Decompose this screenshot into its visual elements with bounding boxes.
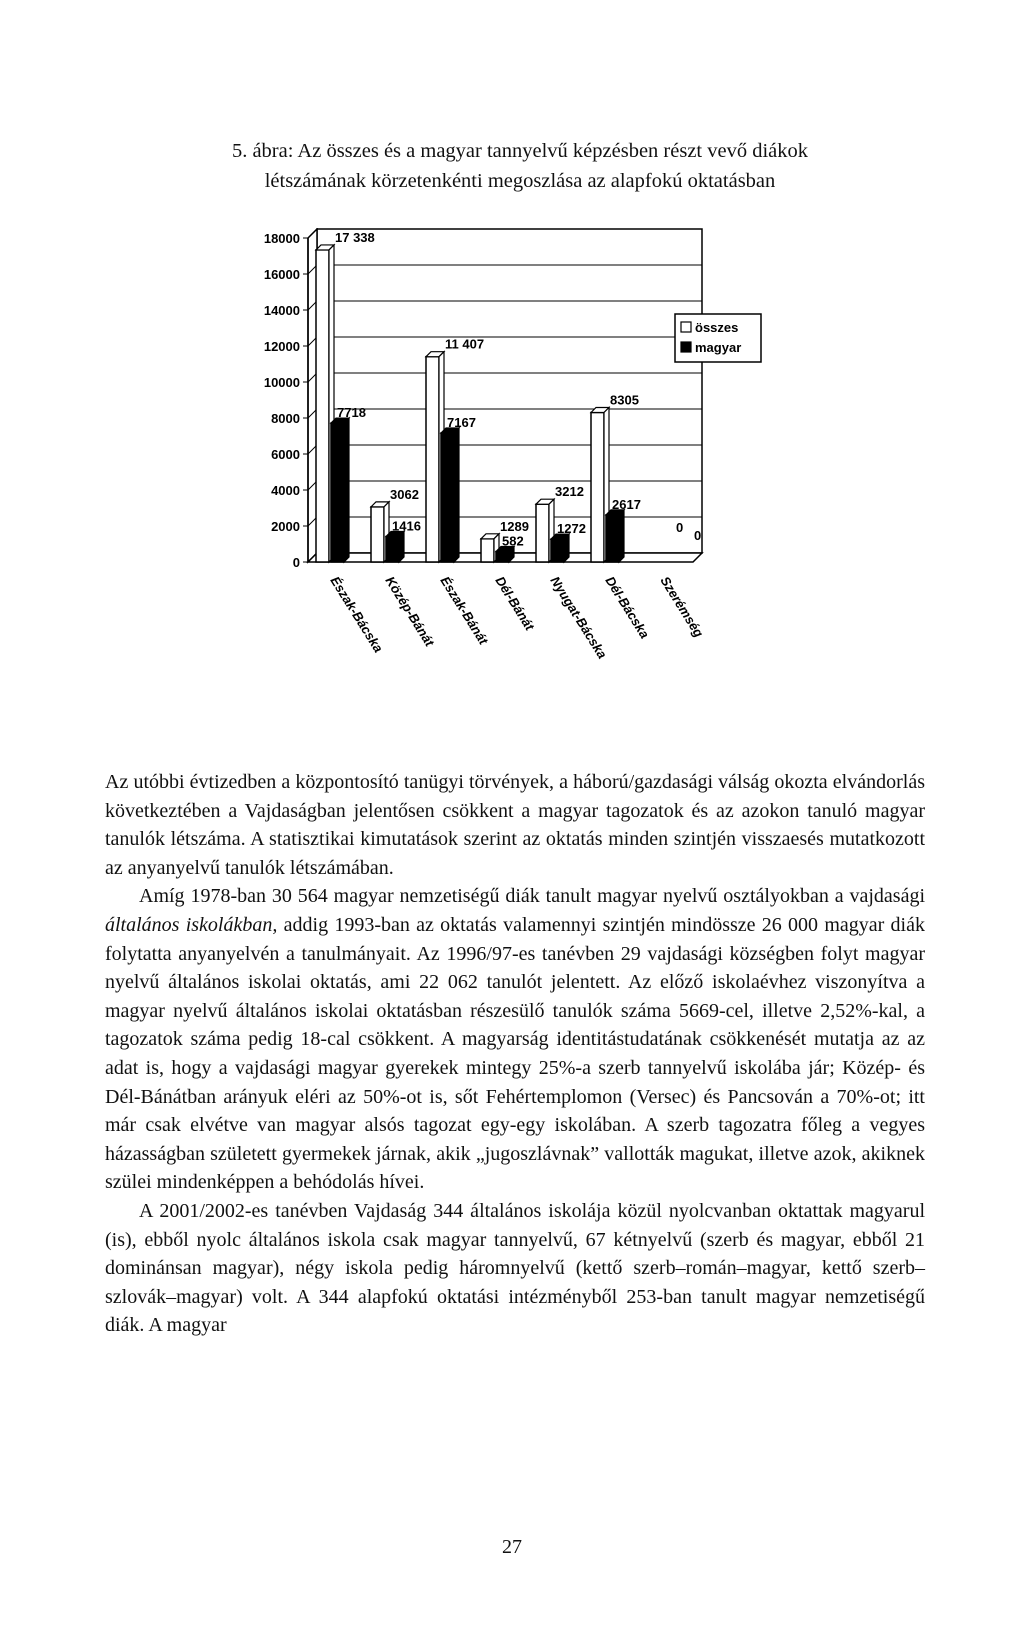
bar-magyar-label: 582 <box>502 533 524 549</box>
bar-osszes <box>426 357 439 562</box>
bar-magyar-label: 7167 <box>447 414 476 430</box>
bar-osszes <box>316 250 329 562</box>
paragraph-2-part-a: Amíg 1978-ban 30 564 magyar nemzetiségű diák tanult magyar nyelvű osztályokban a vajdasági <box>139 885 925 908</box>
legend-label-magyar: magyar <box>695 340 742 355</box>
legend-swatch-magyar <box>681 342 691 352</box>
bar-osszes <box>371 507 384 562</box>
y-tick-label: 0 <box>292 555 300 570</box>
bar-magyar-label: 1416 <box>392 518 421 534</box>
paragraph-2 <box>105 882 925 1197</box>
bar-magyar-side <box>399 532 404 562</box>
category-label: Dél-Bácska <box>602 573 653 642</box>
bar-magyar <box>606 515 619 562</box>
y-tick-label: 18000 <box>263 231 300 246</box>
legend-swatch-osszes <box>681 322 691 332</box>
y-tick-label: 12000 <box>263 339 300 354</box>
bar-magyar-label: 7718 <box>337 405 366 421</box>
y-tick-label: 10000 <box>263 375 300 390</box>
y-tick-label: 4000 <box>271 483 300 498</box>
y-tick-label: 2000 <box>271 519 300 534</box>
paragraph-2-emphasis: általános iskolákban, <box>105 913 278 936</box>
figure-caption <box>140 136 900 196</box>
bar-magyar-label: 2617 <box>612 496 641 512</box>
bar-osszes-label: 3062 <box>390 486 419 502</box>
bar-magyar <box>441 433 454 562</box>
bar-magyar-label: 0 <box>694 528 702 543</box>
bar-osszes-label: 1289 <box>500 518 529 534</box>
bar-osszes-label: 17 338 <box>335 229 375 245</box>
category-label: Szerémség <box>657 573 707 640</box>
category-label: Közép-Bánát <box>382 573 438 649</box>
bar-osszes <box>481 539 494 562</box>
caption-line-2: létszámának körzetenkénti megoszlása az alapfokú oktatásban <box>264 170 776 192</box>
category-label: Észak-Bácska <box>327 573 387 656</box>
bar-osszes-label: 0 <box>676 520 684 535</box>
body-text <box>105 768 925 1340</box>
bar-magyar <box>386 537 399 562</box>
paragraph-3: A 2001/2002-es tanévben Vajdaság 344 általános iskolája közül nyolcvanban oktattak magyarul (is), ebből nyolc általános iskola csak magyar tannyelvű, 67 kétnyelvű (szerb és magyar, ebből 21 dominánsan magyar), négy iskola pedig háromnyelvű (kettő szerb–román–magyar, kettő szerb–szlovák–magyar) volt. A 344 alapfokú oktatási intézményből 253-ban tanult magyar nemzetiségű diák. A magyar <box>105 1199 925 1337</box>
y-tick-label: 14000 <box>263 303 300 318</box>
caption-line-1: 5. ábra: Az összes és a magyar tannyelvű képzésben részt vevő diákok <box>231 140 809 162</box>
bar-magyar <box>496 552 509 562</box>
paragraph-1: Az utóbbi évtizedben a központosító tanügyi törvények, a háború/gazdasági válság okozta elvándorlás következtében a Vajdaságban jelentősen csökkent a magyar tagozatok és az azokon tanuló magyar tanulók létszáma. A statisztikai kimutatások szerint az oktatás minden szintjén visszaesés mutatkozott az anyanyelvű tanulók létszámában. <box>105 771 925 879</box>
bar-magyar <box>331 423 344 562</box>
bar-osszes <box>591 413 604 562</box>
bar-magyar-side <box>564 534 569 562</box>
bar-osszes <box>536 504 549 562</box>
category-label: Észak-Bánát <box>437 573 492 648</box>
y-tick-label: 8000 <box>271 411 300 426</box>
bar-chart <box>230 228 800 708</box>
bar-magyar-side <box>454 428 459 562</box>
bar-osszes-label: 8305 <box>610 392 639 408</box>
bar-magyar-side <box>619 510 624 562</box>
category-label: Nyugat-Bácska <box>547 573 610 662</box>
bar-magyar-side <box>344 418 349 562</box>
bar-magyar-label: 1272 <box>557 521 586 537</box>
y-tick-label: 6000 <box>271 447 300 462</box>
y-tick-label: 16000 <box>263 267 300 282</box>
paragraph-2-part-b: addig 1993-ban az oktatás valamennyi szintjén mindössze 26 000 magyar diák folytatta anyanyelvén a tanulmányait. Az 1996/97-es tanévben 29 vajdasági községben folyt magyar nyelvű általános iskolai oktatás, ami 22 062 tanulót jelentett. Az előző iskolaévhez viszonyítva a magyar nyelvű általános iskolai oktatásban részesülő tanulók száma 5669-cel, illetve 2,52%-kal, a tagozatok száma pedig 18-cal csökkent. A magyarság identitástudatának csökkenését mutatja az az adat is, hogy a vajdasági magyar gyerekek mintegy 25%-a szerb tannyelvű iskolába jár; Közép- és Dél-Bánátban arányuk eléri az 50%-ot is, sőt Fehértemplomon (Versec) és Pancsován a 70%-ot; itt már csak elvétve van magyar alsós tagozat egy-egy iskolában. A szerb tagozatra főleg a vegyes házasságban született gyermekek járnak, akik „jugoszlávnak” vallották magukat, illetve azok, akiknek szülei mindenképpen a behódolás hívei. <box>105 913 925 1194</box>
bar-osszes-label: 3212 <box>555 484 584 500</box>
bar-osszes-label: 11 407 <box>445 336 485 352</box>
legend-label-osszes: összes <box>695 320 739 335</box>
bar-magyar <box>551 539 564 562</box>
page-number: 27 <box>502 1536 522 1558</box>
category-label: Dél-Bánát <box>492 573 538 634</box>
